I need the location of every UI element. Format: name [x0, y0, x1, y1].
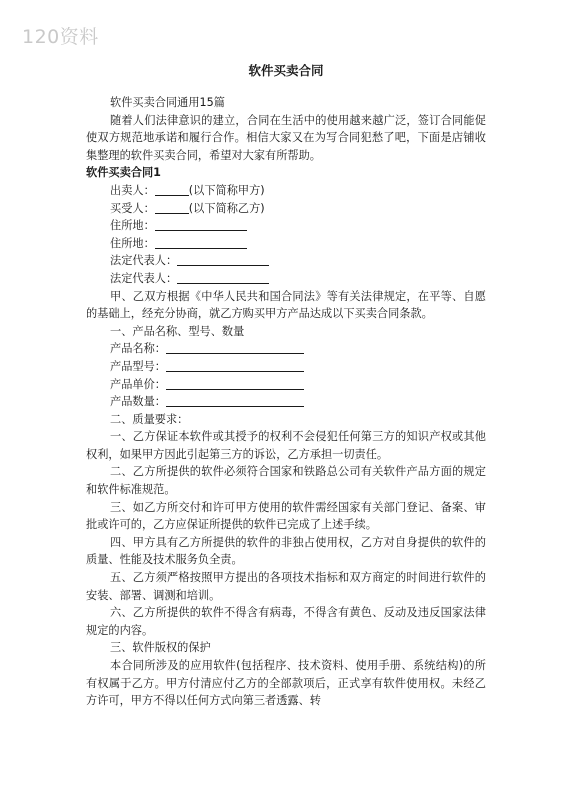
representative-line-1 — [86, 252, 486, 270]
seller-blank — [155, 182, 189, 196]
address-blank — [155, 235, 247, 249]
representative-blank — [177, 270, 269, 284]
product-quantity-label: 产品数量： — [110, 395, 166, 409]
address-label: 住所地： — [110, 236, 155, 250]
product-model-blank — [166, 358, 304, 372]
intro-paragraph: 随着人们法律意识的建立，合同在生活中的使用越来越广泛，签订合同能促使双方规范地承诺和履行合作。相信大家又在为写合同犯愁了吧，下面是店铺收集整理的软件买卖合同，希望对大家有所帮助。 — [86, 113, 486, 162]
buyer-label: 买受人： — [110, 201, 155, 215]
buyer-note: (以下简称乙方) — [188, 201, 265, 215]
address-blank — [155, 217, 247, 231]
section-3-heading: 三、软件版权的保护 — [110, 641, 211, 655]
product-model-label: 产品型号： — [110, 359, 166, 373]
section-1-heading: 一、产品名称、型号、数量 — [110, 324, 245, 338]
buyer-blank — [155, 200, 189, 214]
product-name-label: 产品名称： — [110, 342, 166, 356]
representative-label: 法定代表人： — [110, 271, 178, 285]
quality-item-3: 三、如乙方所交付和许可甲方使用的软件需经国家有关部门登记、备案、审批或许可的，乙方应保证所提供的软件已完成了上述手续。 — [86, 500, 486, 532]
quality-item-5: 五、乙方须严格按照甲方提出的各项技术指标和双方商定的时间进行软件的安装、部署、调测和培训。 — [86, 571, 486, 602]
quality-item-2: 二、乙方所提供的软件必须符合国家和铁路总公司有关软件产品方面的规定和软件标准规范。 — [86, 465, 486, 497]
seller-note: (以下简称甲方) — [188, 183, 265, 197]
product-model-line — [86, 358, 486, 376]
product-price-line — [86, 376, 486, 394]
watermark: 120资料 — [22, 26, 99, 48]
address-line-2 — [86, 235, 486, 253]
seller-line — [86, 182, 486, 200]
product-name-blank — [166, 340, 304, 354]
address-label: 住所地： — [110, 219, 155, 233]
address-line-1 — [86, 217, 486, 235]
section-heading: 软件买卖合同1 — [86, 166, 161, 180]
section-2-heading: 二、质量要求： — [110, 412, 189, 426]
product-price-label: 产品单价： — [110, 377, 166, 391]
quality-item-1: 一、乙方保证本软件或其授予的权利不会侵犯任何第三方的知识产权或其他权利，如果甲方因此引起第三方的诉讼，乙方承担一切责任。 — [86, 430, 486, 461]
product-quantity-line — [86, 393, 486, 411]
representative-label: 法定代表人： — [110, 254, 178, 268]
buyer-line — [86, 200, 486, 218]
seller-label: 出卖人： — [110, 183, 155, 197]
copyright-paragraph: 本合同所涉及的应用软件(包括程序、技术资料、使用手册、系统结构)的所有权属于乙方。甲方付清应付乙方的全部款项后，正式享有软件使用权。未经乙方许可，甲方不得以任何方式向第三者透露、转 — [86, 659, 486, 708]
basis-paragraph: 甲、乙双方根据《中华人民共和国合同法》等有关法律规定，在平等、自愿的基础上，经充分协商，就乙方购买甲方产品达成以下买卖合同条款。 — [86, 289, 486, 321]
document-subtitle: 软件买卖合同通用15篇 — [110, 96, 225, 109]
quality-item-4: 四、甲方具有乙方所提供的软件的非独占使用权，乙方对自身提供的软件的质量、性能及技术服务负全责。 — [86, 535, 486, 567]
quality-item-6: 六、乙方所提供的软件不得含有病毒，不得含有黄色、反动及违反国家法律规定的内容。 — [86, 606, 486, 637]
product-price-blank — [166, 376, 304, 390]
document-title: 软件买卖合同 — [248, 63, 324, 78]
representative-line-2 — [86, 270, 486, 288]
product-name-line — [86, 340, 486, 358]
representative-blank — [177, 252, 269, 266]
product-quantity-blank — [166, 393, 304, 407]
document-page — [86, 62, 486, 710]
